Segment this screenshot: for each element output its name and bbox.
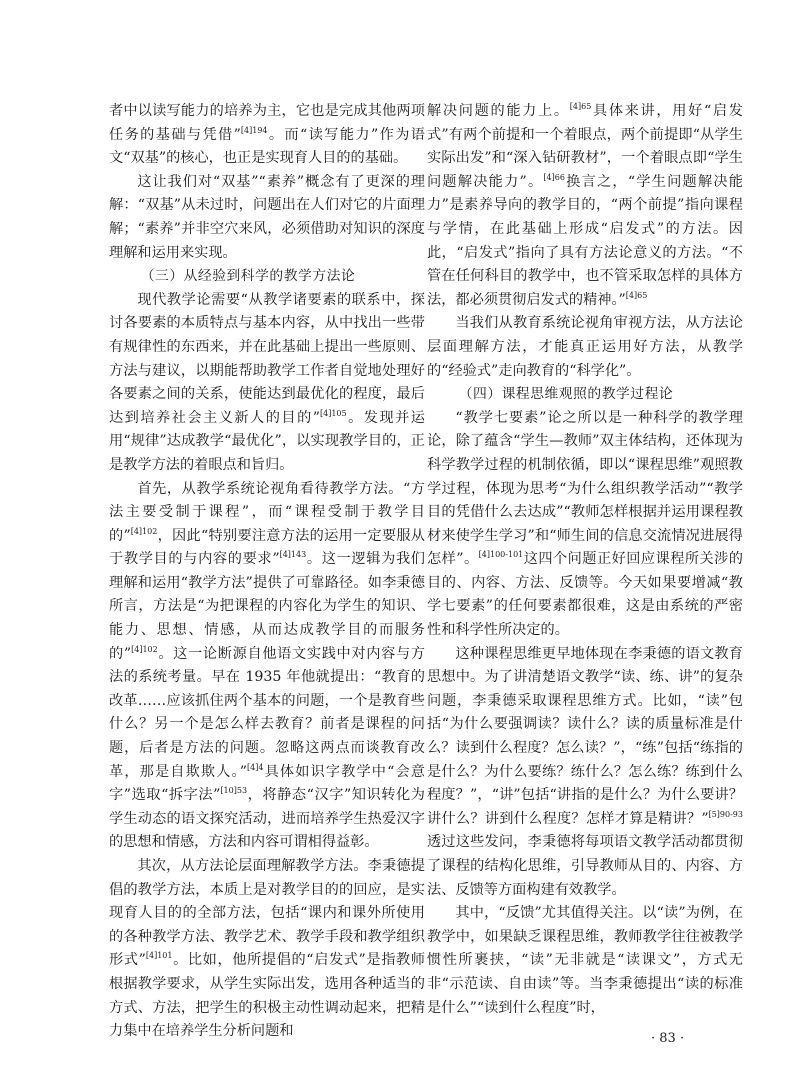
paragraph-text: 当我们从教育系统论视角审视方法，从方法论层面理解方法，才能真正运用好方法，从教学的“经验式”走向教育的“科学化”。 <box>427 315 743 379</box>
paragraph-text: ，将静态“汉字”知识转化为学生动态的语文探究活动，进而培养学生热爱汉字的思想和情感，方法和内容可谓相得益彰。 <box>109 787 425 851</box>
paragraph-text: 。发现并运用“规律”达成教学“最优化”，以实现教学目的，正是教学方法的着眼点和旨归。 <box>109 409 425 473</box>
citation-superscript: [4]65 <box>569 102 592 111</box>
section-heading: （三）从经验到科学的教学方法论 <box>140 268 356 285</box>
paragraph-text: 这四个问题正好回应课程所关涉的目的、内容、方法、反馈等。今天如果要增减“教学七要素”的任何要素都很难，这是由系统的严密性和科学性所决定的。 <box>427 551 743 639</box>
paragraph-text: 。这一逻辑为我们理解和运用“教学方法”提供了可靠路径。如李秉德所言，方法是“为把课程的内容化为学生的知识、能力、思想、情感，从而达成教学目的而服务的” <box>109 551 425 662</box>
citation-superscript: [4]194 <box>240 125 268 135</box>
paragraph <box>109 478 425 856</box>
section-heading: （四）课程思维观照的教学过程论 <box>458 386 674 403</box>
paragraph-text: 现代教学论需要“从教学诸要素的联系中，探讨各要素的本质特点与基本内容，从中找出一些带有规律性的东西来，并在此基础上提出一些原则、方法与建议，以期能帮助教学工作者自觉地处理好各要素之间的关系，使能达到最优化的程度，最后达到培养社会主义新人的目的” <box>109 291 425 426</box>
paragraph-text: ，因此“特别要注意方法的运用一定要服从于教学目的与内容的要求” <box>109 527 425 568</box>
paragraph-text: 换言之，“学生问题解决能力”是素养导向的教学目的，“两个前提”指向课程与学情，在此基础上形成“启发式”的方法。因此，“启发式”指向了具有方法论意义的方法。“不管在任何科目的教学中，也不管采取怎样的具体方法，都必须贯彻启发式的精神。” <box>427 173 743 308</box>
citation-superscript: [4]143 <box>279 550 307 560</box>
paragraph <box>427 643 743 903</box>
citation-superscript: [10]53 <box>220 786 248 796</box>
paragraph <box>427 407 743 643</box>
paragraph-text: 解决问题的能力上。 <box>427 103 570 119</box>
paragraph <box>427 312 743 383</box>
paragraph-text: 具体如识字教学中“会意字”选取“拆字法” <box>109 763 425 804</box>
paragraph-text: 其次，从方法论层面理解教学方法。李秉德提倡的教学方法，本质上是对教学目的的回应，是实现育人目的的全部方法，包括“课内和课外所使用的各种教学方法、教学艺术、教学手段和教学组织形式” <box>109 858 425 969</box>
paragraph <box>109 100 425 171</box>
paragraph <box>109 855 425 1044</box>
citation-superscript: [4]105 <box>320 408 347 418</box>
citation-superscript: [4]65 <box>625 290 648 300</box>
page-number: · 83 · <box>651 1031 685 1046</box>
paragraph <box>109 171 425 265</box>
right-column <box>427 100 743 1020</box>
paragraph-text: 其中，“反馈”尤其值得关注。以“读”为例，在教学中，如果缺乏课程思维，教师教学往往被教学惯性所裹挟，“读”无非就是“读课文”，方式无非“示范读、自由读”等。当李秉德提出“读的标准是什么”“读到什么程度”时， <box>427 905 743 1016</box>
citation-superscript: [4]66 <box>543 172 565 182</box>
paragraph-text: 。比如，他所提倡的“启发式”是指教师根据教学要求，从学生实际出发，选用各种适当的方式、方法，把学生的积极主动性调动起来，把精力集中在培养学生分析问题和 <box>109 952 425 1040</box>
paragraph-text: 者中以读写能力的培养为主，它也是完成其他两项任务的基础与凭借” <box>109 103 425 143</box>
paragraph <box>427 902 743 1020</box>
citation-superscript: [4]4 <box>247 762 264 772</box>
citation-superscript: [4]101 <box>145 951 173 961</box>
paragraph-text: 首先，从教学系统论视角看待教学方法。“方法主要受制于课程”，而“课程受制于教学目的” <box>109 480 425 544</box>
paragraph <box>109 289 425 478</box>
paragraph-text: 这种课程思维更早地体现在李秉德的语文教育思想中。为了讲清楚语文教学“读、练、讲”的复杂问题，李秉德采取课程思维方式。比如，“读”包括“为什么要强调读？读什么？读的质量标准是什么？读到什么程度？怎么读？”，“练”包括“练指的是什么？为什么要练？练什么？怎么练？练到什么程度？”，“讲”包括“讲指的是什么？为什么要讲？讲什么？讲到什么程度？怎样才算是精讲？” <box>427 645 743 827</box>
paragraph-text: 。而“读写能力”作为语文“双基”的核心，也正是实现育人目的的基础。 <box>109 126 425 167</box>
citation-superscript: [4]102 <box>131 644 158 654</box>
paragraph-text: 具体来讲，用好“启发式”有两个前提和一个着眼点，两个前提即“从学生实际出发”和“深入钻研教材”，一个着眼点即“学生问题解决能力”。 <box>427 103 743 190</box>
citation-superscript: [4]100-101 <box>478 550 524 560</box>
citation-superscript: [5]90-93 <box>708 809 743 819</box>
paragraph <box>427 100 743 312</box>
paragraph-text: 透过这些发问，李秉德将每项语文教学活动都贯彻了课程的结构化思维，引导教师从目的、内容、方法、反馈等方面构建有效教学。 <box>427 834 743 898</box>
paragraph-text: 。这一论断源自他语文实践中对内容与方法的系统考量。早在 1935 年他就提出：“教育的改革……应该抓住两个基本的问题，一个是教育些什么？另一个是怎么样去教育？前者是课程的问题，后者是方法的问题。忽略这两点而谈教育改革，那是自欺欺人。” <box>109 645 425 780</box>
paragraph-text: 这让我们对“双基”“素养”概念有了更深的理解：“双基”从未过时，问题出在人们对它的片面理解；“素养”并非空穴来风，必须借助对知识的深度理解和运用来实现。 <box>109 173 425 261</box>
paragraph-text: “教学七要素”论之所以是一种科学的教学理论，除了蕴含“学生—教师”双主体结构，还体现为科学教学过程的机制依循，即以“课程思维”观照教学过程，体现为思考“为什么组织教学活动”“教学目的凭借什么去达成”“教师怎样根据并运用课程教材来使学生学习”和“师生间的信息交流情况进展得怎样”。 <box>427 409 743 568</box>
left-column <box>109 100 425 1044</box>
citation-superscript: [4]102 <box>130 526 158 536</box>
